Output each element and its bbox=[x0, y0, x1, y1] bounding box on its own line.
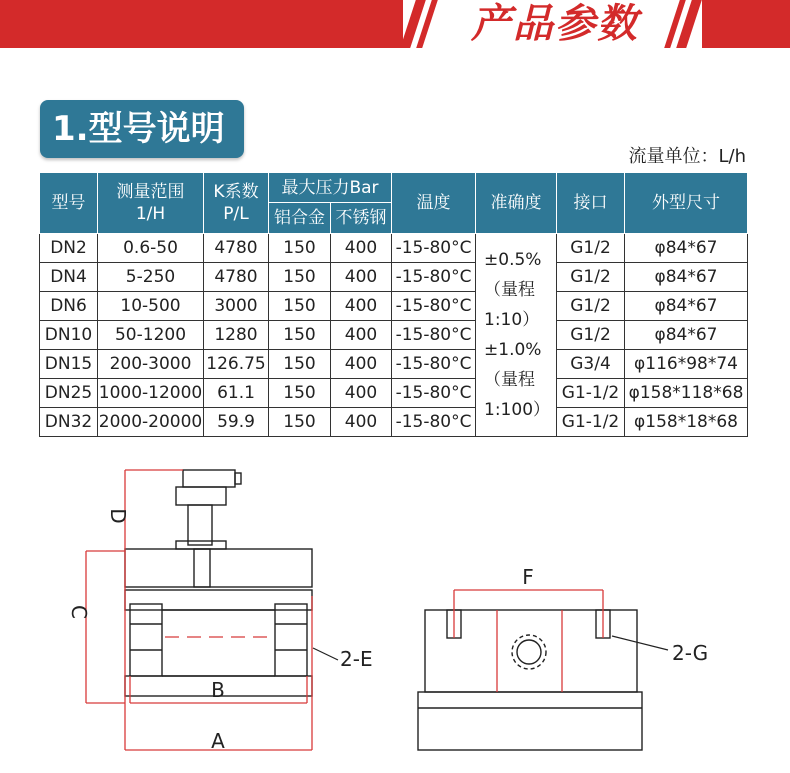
cell-aluminum: 150 bbox=[269, 292, 331, 321]
cell-port: G1/2 bbox=[557, 292, 625, 321]
spec-table bbox=[39, 172, 748, 437]
cell-temp: -15-80°C bbox=[392, 379, 476, 408]
cell-aluminum: 150 bbox=[269, 263, 331, 292]
accuracy-line: 1:100） bbox=[484, 400, 551, 420]
cell-k: 3000 bbox=[204, 292, 269, 321]
accuracy-line: ±0.5% bbox=[484, 250, 542, 270]
cell-temp: -15-80°C bbox=[392, 321, 476, 350]
table-row bbox=[40, 350, 748, 379]
table-row bbox=[40, 321, 748, 350]
col-model-header: 型号 bbox=[40, 173, 98, 234]
label-F: F bbox=[522, 565, 534, 589]
accuracy-line: 1:10） bbox=[484, 310, 540, 330]
label-D: D bbox=[106, 508, 130, 524]
cell-port: G1-1/2 bbox=[557, 408, 625, 437]
sensor-shaft bbox=[194, 549, 210, 587]
cell-dim: φ84*67 bbox=[625, 234, 748, 263]
label-G: 2-G bbox=[672, 641, 709, 665]
body-left-block bbox=[130, 604, 162, 676]
cell-k: 4780 bbox=[204, 263, 269, 292]
banner-bar-left bbox=[0, 0, 403, 48]
cell-model: DN2 bbox=[40, 234, 98, 263]
cell-dim: φ116*98*74 bbox=[625, 350, 748, 379]
table-row bbox=[40, 408, 748, 437]
front-view-drawing bbox=[125, 470, 312, 696]
side-dimension-lines bbox=[454, 590, 603, 692]
cell-dim: φ84*67 bbox=[625, 292, 748, 321]
cell-dim: φ158*118*68 bbox=[625, 379, 748, 408]
table-row bbox=[40, 379, 748, 408]
cell-port: G1/2 bbox=[557, 234, 625, 263]
label-C: C bbox=[67, 605, 91, 619]
accuracy-line: （量程 bbox=[484, 280, 536, 300]
range-header-unit: 1/H bbox=[135, 204, 166, 224]
center-bore-inner bbox=[517, 640, 541, 664]
cell-aluminum: 150 bbox=[269, 321, 331, 350]
cell-dim: φ84*67 bbox=[625, 263, 748, 292]
side-body bbox=[425, 610, 637, 692]
table-row bbox=[40, 234, 748, 263]
cell-model: DN4 bbox=[40, 263, 98, 292]
cell-temp: -15-80°C bbox=[392, 350, 476, 379]
cell-range: 50-1200 bbox=[98, 321, 204, 350]
cell-model: DN6 bbox=[40, 292, 98, 321]
cell-port: G1/2 bbox=[557, 263, 625, 292]
col-k-header bbox=[204, 173, 269, 234]
cell-aluminum: 150 bbox=[269, 379, 331, 408]
connector-cap bbox=[183, 470, 235, 487]
front-labels bbox=[67, 508, 373, 753]
col-accuracy-header: 准确度 bbox=[476, 173, 557, 234]
table-row bbox=[40, 263, 748, 292]
body-upper bbox=[125, 590, 312, 610]
flow-unit-note: 流量单位：L/h bbox=[628, 146, 746, 167]
accuracy-line: ±1.0% bbox=[484, 340, 542, 360]
cell-temp: -15-80°C bbox=[392, 263, 476, 292]
col-aluminum-header: 铝合金 bbox=[269, 203, 331, 234]
connector-tab bbox=[235, 473, 241, 484]
cell-range: 1000-12000 bbox=[98, 379, 204, 408]
cell-k: 61.1 bbox=[204, 379, 269, 408]
col-temp-header: 温度 bbox=[392, 173, 476, 234]
cell-model: DN10 bbox=[40, 321, 98, 350]
cell-range: 10-500 bbox=[98, 292, 204, 321]
cell-k: 4780 bbox=[204, 234, 269, 263]
top-cover bbox=[125, 549, 312, 587]
cell-stainless: 400 bbox=[331, 263, 392, 292]
col-pressure-header: 最大压力Bar bbox=[269, 173, 392, 203]
col-dim-header: 外型尺寸 bbox=[625, 173, 748, 234]
cell-stainless: 400 bbox=[331, 234, 392, 263]
banner-bar-right bbox=[702, 0, 790, 48]
cell-aluminum: 150 bbox=[269, 234, 331, 263]
cell-dim: φ84*67 bbox=[625, 321, 748, 350]
cell-temp: -15-80°C bbox=[392, 234, 476, 263]
accuracy-line: （量程 bbox=[484, 370, 536, 390]
cell-range: 2000-20000 bbox=[98, 408, 204, 437]
cell-k: 59.9 bbox=[204, 408, 269, 437]
body-right-block bbox=[275, 604, 307, 676]
cell-range: 5-250 bbox=[98, 263, 204, 292]
k-header-label: K系数 bbox=[213, 182, 259, 202]
label-B: B bbox=[211, 678, 225, 702]
section-heading: 1.型号说明 bbox=[40, 100, 244, 158]
cell-model: DN32 bbox=[40, 408, 98, 437]
cell-aluminum: 150 bbox=[269, 408, 331, 437]
cell-port: G3/4 bbox=[557, 350, 625, 379]
cell-temp: -15-80°C bbox=[392, 292, 476, 321]
cell-stainless: 400 bbox=[331, 408, 392, 437]
cell-aluminum: 150 bbox=[269, 350, 331, 379]
cell-stainless: 400 bbox=[331, 379, 392, 408]
k-header-unit: P/L bbox=[223, 204, 249, 224]
col-range-header bbox=[98, 173, 204, 234]
label-E: 2-E bbox=[340, 647, 373, 671]
connector-nut bbox=[176, 487, 226, 505]
cell-k: 126.75 bbox=[204, 350, 269, 379]
leader-line bbox=[612, 636, 668, 650]
side-labels bbox=[522, 565, 708, 665]
dimension-drawings bbox=[0, 438, 790, 773]
label-A: A bbox=[211, 729, 225, 753]
cell-range: 200-3000 bbox=[98, 350, 204, 379]
cell-port: G1/2 bbox=[557, 321, 625, 350]
cell-model: DN25 bbox=[40, 379, 98, 408]
cell-port: G1-1/2 bbox=[557, 379, 625, 408]
cell-range: 0.6-50 bbox=[98, 234, 204, 263]
cell-dim: φ158*18*68 bbox=[625, 408, 748, 437]
range-header-label: 测量范围 bbox=[116, 182, 185, 202]
cell-stainless: 400 bbox=[331, 292, 392, 321]
leader-line bbox=[313, 648, 338, 660]
banner-title: 产品参数 bbox=[471, 1, 639, 47]
side-view-drawing bbox=[418, 610, 642, 750]
col-stainless-header: 不锈钢 bbox=[331, 203, 392, 234]
cell-temp: -15-80°C bbox=[392, 408, 476, 437]
col-port-header: 接口 bbox=[557, 173, 625, 234]
cell-model: DN15 bbox=[40, 350, 98, 379]
side-base bbox=[418, 692, 642, 750]
cell-stainless: 400 bbox=[331, 321, 392, 350]
cell-accuracy bbox=[476, 234, 557, 437]
top-banner bbox=[0, 0, 790, 48]
cell-stainless: 400 bbox=[331, 350, 392, 379]
connector-stem bbox=[188, 505, 212, 545]
table-row bbox=[40, 292, 748, 321]
cell-k: 1280 bbox=[204, 321, 269, 350]
